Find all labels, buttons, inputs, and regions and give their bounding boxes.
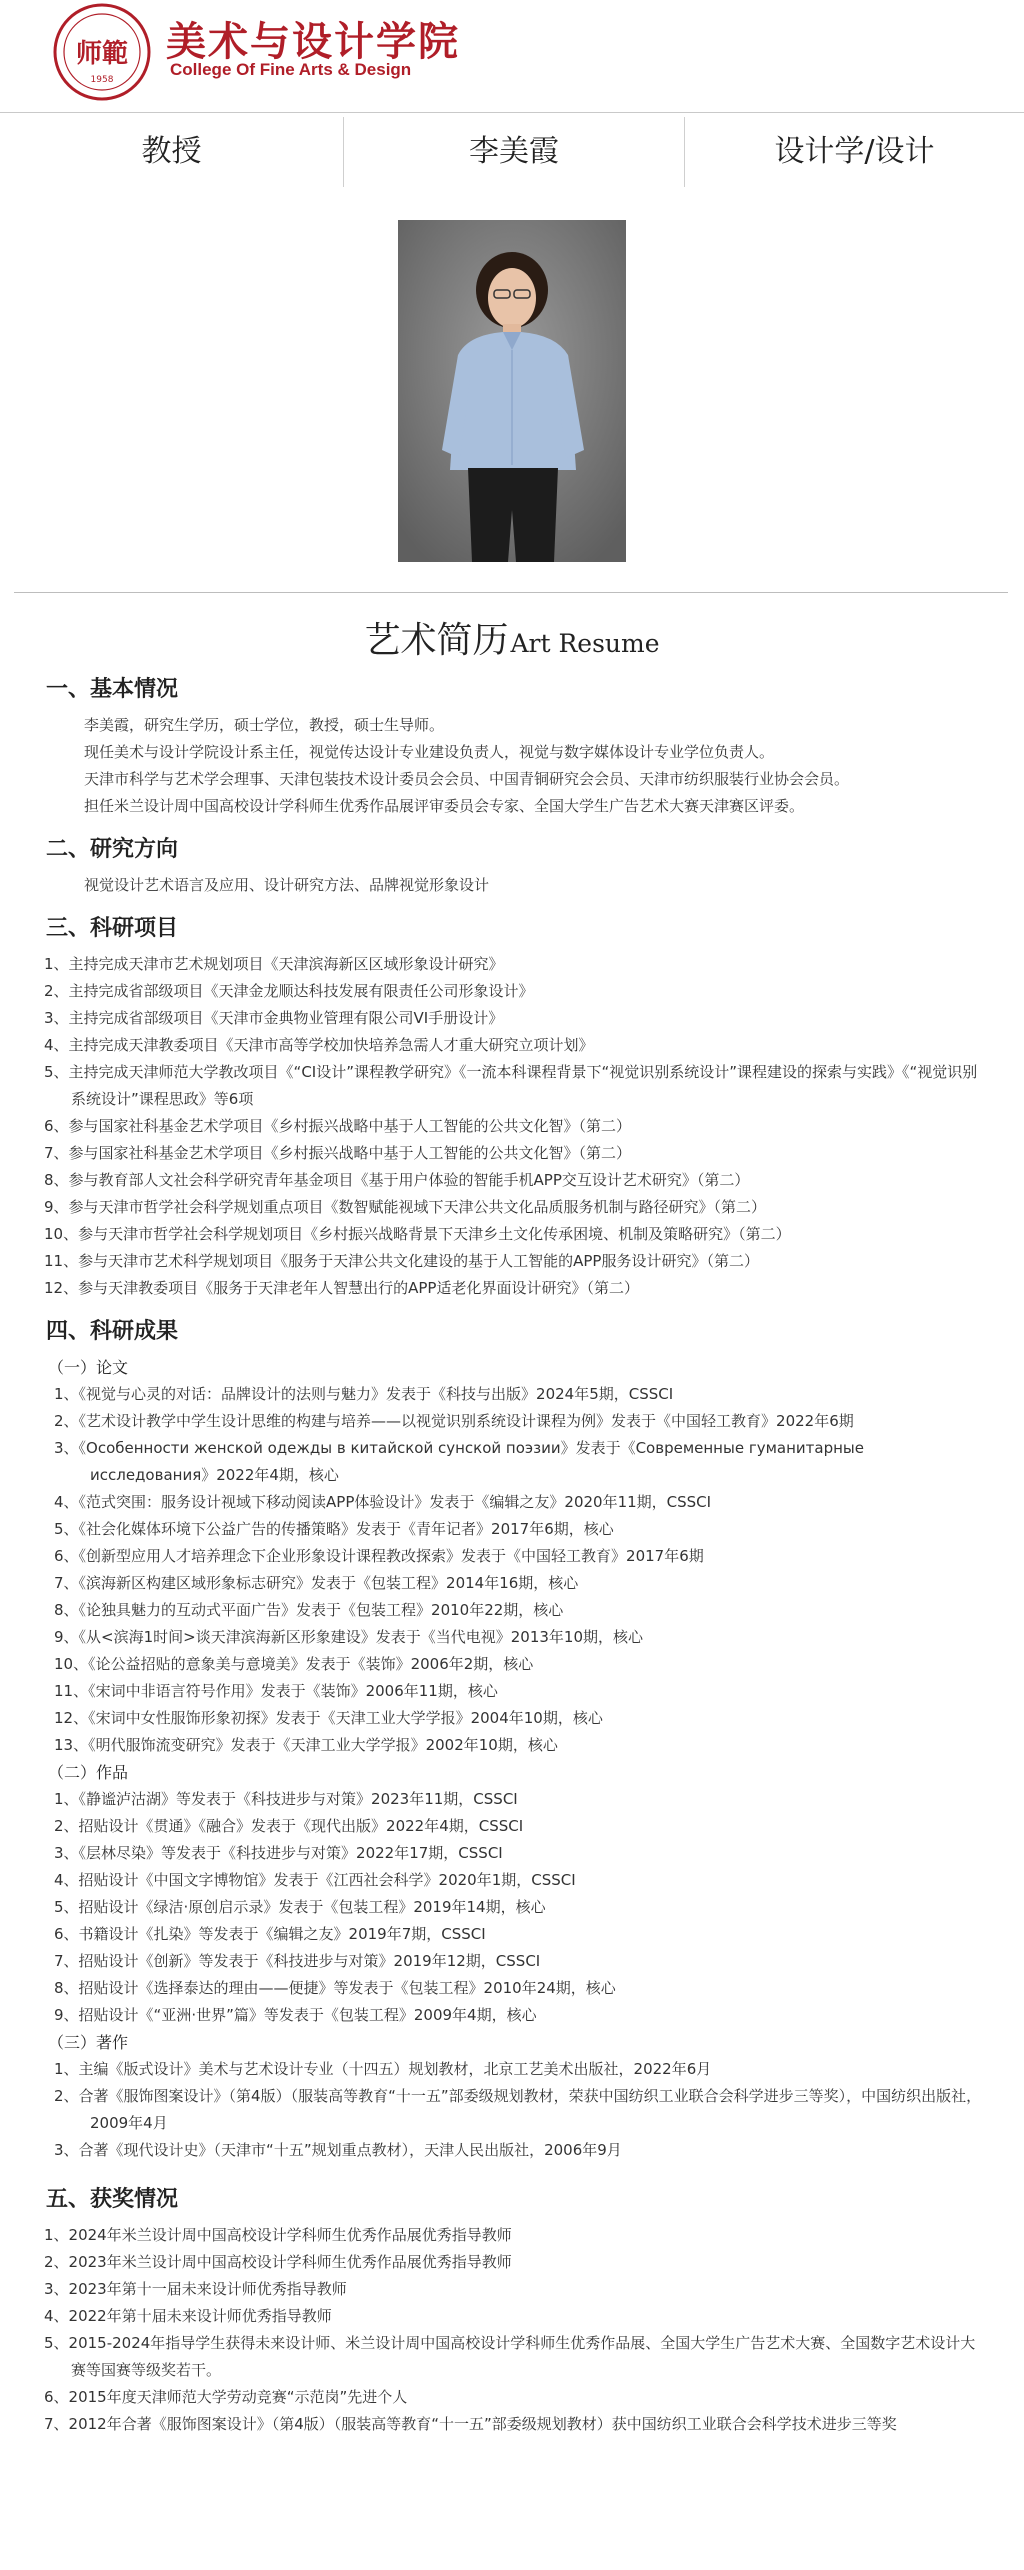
project-item: 7、参与国家社科基金艺术学项目《乡村振兴战略中基于人工智能的公共文化智》（第二） — [44, 1144, 632, 1162]
paper-item: 4、《范式突围：服务设计视域下移动阅读APP体验设计》发表于《编辑之友》2020年11期，CSSCI — [54, 1493, 712, 1511]
project-item: 5、主持完成天津师范大学教改项目《“CI设计”课程教学研究》《一流本科课程背景下“视觉识别系统设计”课程建设的探索与实践》《“视觉识别系统设计”课程思政》等6项 — [44, 1063, 978, 1108]
portrait-photo — [398, 220, 626, 562]
direction-line: 视觉设计艺术语言及应用、设计研究方法、品牌视觉形象设计 — [84, 876, 490, 894]
award-item: 1、2024年米兰设计周中国高校设计学科师生优秀作品展优秀指导教师 — [44, 2226, 512, 2244]
work-item: 7、招贴设计《创新》等发表于《科技进步与对策》2019年12期，CSSCI — [54, 1952, 541, 1970]
award-item: 4、2022年第十届未来设计师优秀指导教师 — [44, 2307, 332, 2325]
awards-list — [44, 2222, 984, 2438]
award-item: 7、2012年合著《服饰图案设计》（第4版）（服装高等教育“十一五”部委级规划教材）获中国纺织工业联合会科学技术进步三等奖 — [44, 2415, 897, 2433]
paper-item: 10、《论公益招贴的意象美与意境美》发表于《装饰》2006年2期，核心 — [54, 1655, 534, 1673]
works-list — [44, 1786, 984, 2029]
paper-item: 2、《艺术设计教学中学生设计思维的构建与培养——以视觉识别系统设计课程为例》发表于《中国轻工教育》2022年6期 — [54, 1412, 854, 1430]
section-heading-awards: 五、获奖情况 — [46, 2187, 179, 2212]
project-item: 11、参与天津市艺术科学规划项目《服务于天津公共文化建设的基于人工智能的APP服务设计研究》（第二） — [44, 1252, 759, 1270]
paper-item: 9、《从<滨海1时间>谈天津滨海新区形象建设》发表于《当代电视》2013年10期，核心 — [54, 1628, 643, 1646]
section-heading-basic: 一、基本情况 — [46, 677, 179, 702]
papers-list — [44, 1381, 984, 1759]
project-item: 9、参与天津市哲学社会科学规划重点项目《数智赋能视域下天津公共文化品质服务机制与路径研究》（第二） — [44, 1198, 767, 1216]
project-item: 4、主持完成天津教委项目《天津市高等学校加快培养急需人才重大研究立项计划》 — [44, 1036, 594, 1054]
basic-line: 现任美术与设计学院设计系主任，视觉传达设计专业建设负责人，视觉与数字媒体设计专业学位负责人。 — [84, 743, 775, 761]
profile-info-row — [0, 113, 1024, 191]
discipline: 设计学/设计 — [774, 134, 935, 169]
paper-item: 6、《创新型应用人才培养理念下企业形象设计课程教改探索》发表于《中国轻工教育》2017年6期 — [54, 1547, 704, 1565]
paper-item: 7、《滨海新区构建区域形象标志研究》发表于《包装工程》2014年16期，核心 — [54, 1574, 579, 1592]
award-item: 3、2023年第十一届未来设计师优秀指导教师 — [44, 2280, 347, 2298]
paper-item: 12、《宋词中女性服饰形象初探》发表于《天津工业大学学报》2004年10期，核心 — [54, 1709, 603, 1727]
paper-item: 8、《论独具魅力的互动式平面广告》发表于《包装工程》2010年22期，核心 — [54, 1601, 564, 1619]
paper-item: 1、《视觉与心灵的对话：品牌设计的法则与魅力》发表于《科技与出版》2024年5期，CSSCI — [54, 1385, 674, 1403]
basic-line: 天津市科学与艺术学会理事、天津包装技术设计委员会会员、中国青铜研究会会员、天津市纺织服装行业协会会员。 — [84, 770, 850, 788]
paper-item: 3、《Особенности женской одежды в китайской сунской поэзии》发表于《Современные гуманитарные исследования》2022年4期，核心 — [54, 1439, 864, 1484]
work-item: 4、招贴设计《中国文字博物馆》发表于《江西社会科学》2020年1期，CSSCI — [54, 1871, 576, 1889]
work-item: 5、招贴设计《绿洁·原创启示录》发表于《包装工程》2019年14期，核心 — [54, 1898, 546, 1916]
seal-characters: 师範 — [75, 39, 129, 69]
school-name-cn: 美术与设计学院 — [166, 18, 460, 65]
book-item: 2、合著《服饰图案设计》（第4版）（服装高等教育“十一五”部委级规划教材，荣获中国纺织工业联合会科学进步三等奖），中国纺织出版社，2009年4月 — [54, 2087, 982, 2132]
seal-year: 1958 — [90, 75, 114, 85]
book-item: 3、合著《现代设计史》（天津市“十五”规划重点教材），天津人民出版社，2006年9月 — [54, 2141, 622, 2159]
university-seal-logo[interactable] — [52, 2, 152, 102]
project-item: 6、参与国家社科基金艺术学项目《乡村振兴战略中基于人工智能的公共文化智》（第二） — [44, 1117, 632, 1135]
resume-content — [44, 670, 984, 2438]
resume-title — [0, 612, 1024, 663]
school-name-en: College Of Fine Arts & Design — [170, 60, 412, 79]
basic-line: 担任米兰设计周中国高校设计学科师生优秀作品展评审委员会专家、全国大学生广告艺术大赛天津赛区评委。 — [84, 797, 805, 815]
academic-title: 教授 — [141, 134, 202, 169]
project-item: 10、参与天津市哲学社会科学规划项目《乡村振兴战略背景下天津乡土文化传承困境、机制及策略研究》（第二） — [44, 1225, 791, 1243]
site-header — [0, 0, 1024, 113]
projects-list — [44, 951, 984, 1302]
section-divider — [14, 592, 1008, 593]
paper-item: 5、《社会化媒体环境下公益广告的传播策略》发表于《青年记者》2017年6期，核心 — [54, 1520, 614, 1538]
books-list — [44, 2056, 984, 2164]
project-item: 2、主持完成省部级项目《天津金龙顺达科技发展有限责任公司形象设计》 — [44, 982, 534, 1000]
section-heading-projects: 三、科研项目 — [46, 916, 179, 941]
person-name: 李美霞 — [469, 134, 559, 169]
work-item: 1、《静谧泸沽湖》等发表于《科技进步与对策》2023年11期，CSSCI — [54, 1790, 518, 1808]
books-subheading: （三）著作 — [48, 2033, 129, 2052]
section-heading-direction: 二、研究方向 — [46, 837, 179, 862]
project-item: 3、主持完成省部级项目《天津市金典物业管理有限公司VI手册设计》 — [44, 1009, 504, 1027]
project-item: 1、主持完成天津市艺术规划项目《天津滨海新区区域形象设计研究》 — [44, 955, 504, 973]
papers-subheading: （一）论文 — [48, 1358, 129, 1377]
project-item: 8、参与教育部人文社会科学研究青年基金项目《基于用户体验的智能手机APP交互设计艺术研究》（第二） — [44, 1171, 750, 1189]
award-item: 2、2023年米兰设计周中国高校设计学科师生优秀作品展优秀指导教师 — [44, 2253, 512, 2271]
resume-title-cn: 艺术简历 — [364, 620, 509, 661]
basic-line: 李美霞，研究生学历，硕士学位，教授，硕士生导师。 — [84, 716, 445, 734]
project-item: 12、参与天津教委项目《服务于天津老年人智慧出行的APP适老化界面设计研究》（第二） — [44, 1279, 639, 1297]
work-item: 6、书籍设计《扎染》等发表于《编辑之友》2019年7期，CSSCI — [54, 1925, 486, 1943]
award-item: 6、2015年度天津师范大学劳动竞赛“示范岗”先进个人 — [44, 2388, 408, 2406]
resume-title-en: Art Resume — [510, 629, 660, 658]
section-heading-achievements: 四、科研成果 — [46, 1319, 179, 1344]
paper-item: 11、《宋词中非语言符号作用》发表于《装饰》2006年11期，核心 — [54, 1682, 498, 1700]
works-subheading: （二）作品 — [48, 1763, 129, 1782]
book-item: 1、主编《版式设计》美术与艺术设计专业（十四五）规划教材，北京工艺美术出版社，2022年6月 — [54, 2060, 712, 2078]
work-item: 8、招贴设计《选择泰达的理由——便捷》等发表于《包装工程》2010年24期，核心 — [54, 1979, 616, 1997]
work-item: 9、招贴设计《“亚洲·世界”篇》等发表于《包装工程》2009年4期，核心 — [54, 2006, 537, 2024]
direction-block — [44, 872, 984, 899]
basic-info-block — [44, 712, 984, 820]
paper-item: 13、《明代服饰流变研究》发表于《天津工业大学学报》2002年10期，核心 — [54, 1736, 558, 1754]
work-item: 2、招贴设计《贯通》《融合》发表于《现代出版》2022年4期，CSSCI — [54, 1817, 524, 1835]
work-item: 3、《层林尽染》等发表于《科技进步与对策》2022年17期，CSSCI — [54, 1844, 503, 1862]
award-item: 5、2015-2024年指导学生获得未来设计师、米兰设计周中国高校设计学科师生优秀作品展、全国大学生广告艺术大赛、全国数字艺术设计大赛等国赛等级奖若干。 — [44, 2334, 976, 2379]
